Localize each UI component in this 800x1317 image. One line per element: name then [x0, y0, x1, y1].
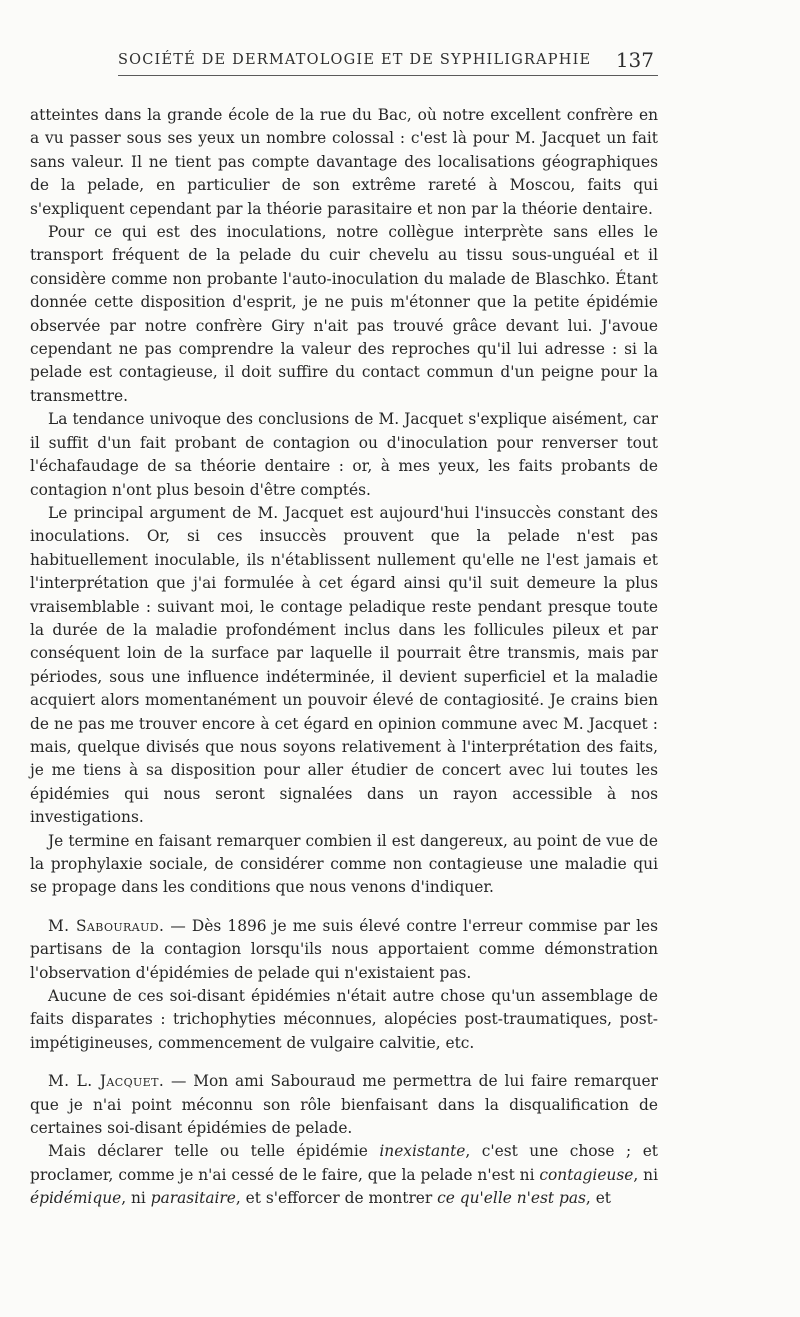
p9-text-4: , ni: [121, 1189, 151, 1208]
paragraph-7: [30, 985, 658, 1055]
paragraph-2-text: Pour ce qui est des inoculations, notre collègue interprète sans elles le transport fréquent de la pelade du cuir chevelu au tissu sous-unguéal et il considère comme non probante l'auto-inoculation du malade de Blaschko. Étant donnée cette disposition d'esprit, je ne puis m'étonner que la petite épidémie observée par notre confrère Giry n'ait pas trouvé grâce devant lui. J'avoue cependant ne pas comprendre la valeur des reproches qu'il lui adresse : si la pelade est contagieuse, il doit suffire du contact commun d'un peigne pour la transmettre.: [30, 223, 658, 405]
header-rule: [118, 75, 658, 76]
page-number: 137: [615, 48, 654, 72]
paragraph-4: [30, 502, 658, 830]
paragraph-1-text: atteintes dans la grande école de la rue du Bac, où notre excellent confrère en a vu passer sous ses yeux un nombre colossal : c'est là pour M. Jacquet un fait sans valeur. Il ne tient pas compte davantage des localisations géographiques de la pelade, en particulier de son extrême rareté à Moscou, faits qui s'expliquent cependant par la théorie parasitaire et non par la théorie dentaire.: [30, 106, 658, 218]
body-text: [30, 104, 658, 1211]
paragraph-8-text: — Mon ami Sabouraud me permettra de lui faire remarquer que je n'ai point méconnu son rôle bienfaisant dans la disqualification de certaines soi-disant épidémies de pelade.: [30, 1072, 658, 1138]
p9-text-5: , et s'efforcer de montrer: [235, 1189, 438, 1208]
paragraph-7-text: Aucune de ces soi-disant épidémies n'était autre chose qu'un assemblage de faits disparates : trichophyties méconnues, alopécies post-traumatiques, post-impétigineuses, commencement de vulgaire calvitie, etc.: [30, 987, 658, 1052]
running-header: [118, 48, 658, 76]
speaker-jacquet: M. L. Jacquet.: [48, 1072, 165, 1091]
p9-italic-5: ce qu'elle n'est pas: [437, 1189, 586, 1208]
paragraph-5: [30, 830, 658, 900]
p9-italic-2: contagieuse: [539, 1165, 634, 1184]
paragraph-4-text: Le principal argument de M. Jacquet est aujourd'hui l'insuccès constant des inoculations. Or, si ces insuccès prouvent que la pelade n'est pas habituellement inoculable, ils n'établissent nullement qu'elle ne l'est jamais et l'interprétation que j'ai formulée à cet égard ainsi qu'il suit demeure la plus vraisemblable : suivant moi, le contage peladique reste pendant presque toute la durée de la maladie profondément inclus dans les follicules pileux et par conséquent loin de la surface par laquelle il pourrait être transmis, mais par périodes, sous une influence indéterminée, il devient superficiel et la maladie acquiert alors momentanément un pouvoir élevé de contagiosité. Je crains bien de ne pas me trouver encore à cet égard en opinion commune avec M. Jacquet : mais, quelque divisés que nous soyons relativement à l'interprétation des faits, je me tiens à sa disposition pour aller étudier de concert avec lui toutes les épidémies qui nous seront signalées dans un rayon accessible à nos investigations.: [30, 503, 658, 827]
p9-text-2: , c'est une chose ; et proclamer, comme je n'ai cessé de le faire, que la pelade n'est ni: [30, 1142, 658, 1184]
p9-italic-3: épidémique: [30, 1189, 122, 1208]
paragraph-9: [30, 1140, 658, 1210]
paragraph-6: [30, 915, 658, 985]
p9-text-3: , ni: [633, 1165, 658, 1184]
p9-italic-1: inexistante: [379, 1142, 466, 1161]
paragraph-3-text: La tendance univoque des conclusions de M. Jacquet s'explique aisément, car il suffit d'un fait probant de contagion ou d'inoculation pour renverser tout l'échafaudage de sa théorie dentaire : or, à mes yeux, les faits probants de contagion n'ont plus besoin d'être comptés.: [30, 410, 658, 499]
paragraph-8: [30, 1070, 658, 1140]
running-title: SOCIÉTÉ DE DERMATOLOGIE ET DE SYPHILIGRAPHIE: [118, 52, 592, 68]
paragraph-3: [30, 408, 658, 502]
paragraph-1: [30, 104, 658, 221]
paragraph-5-text: Je termine en faisant remarquer combien il est dangereux, au point de vue de la prophylaxie sociale, de considérer comme non contagieuse une maladie qui se propage dans les conditions que nous venons d'indiquer.: [30, 831, 658, 897]
paragraph-6-text: — Dès 1896 je me suis élevé contre l'erreur commise par les partisans de la contagion lorsqu'ils nous apportaient comme démonstration l'observation d'épidémies de pelade qui n'existaient pas.: [30, 916, 659, 982]
speaker-sabouraud: M. Sabouraud.: [48, 916, 165, 935]
paragraph-2: [30, 221, 658, 408]
p9-italic-4: parasitaire: [150, 1189, 236, 1208]
p9-text-1: Mais déclarer telle ou telle épidémie: [48, 1142, 380, 1161]
p9-text-6: , et: [585, 1189, 611, 1208]
